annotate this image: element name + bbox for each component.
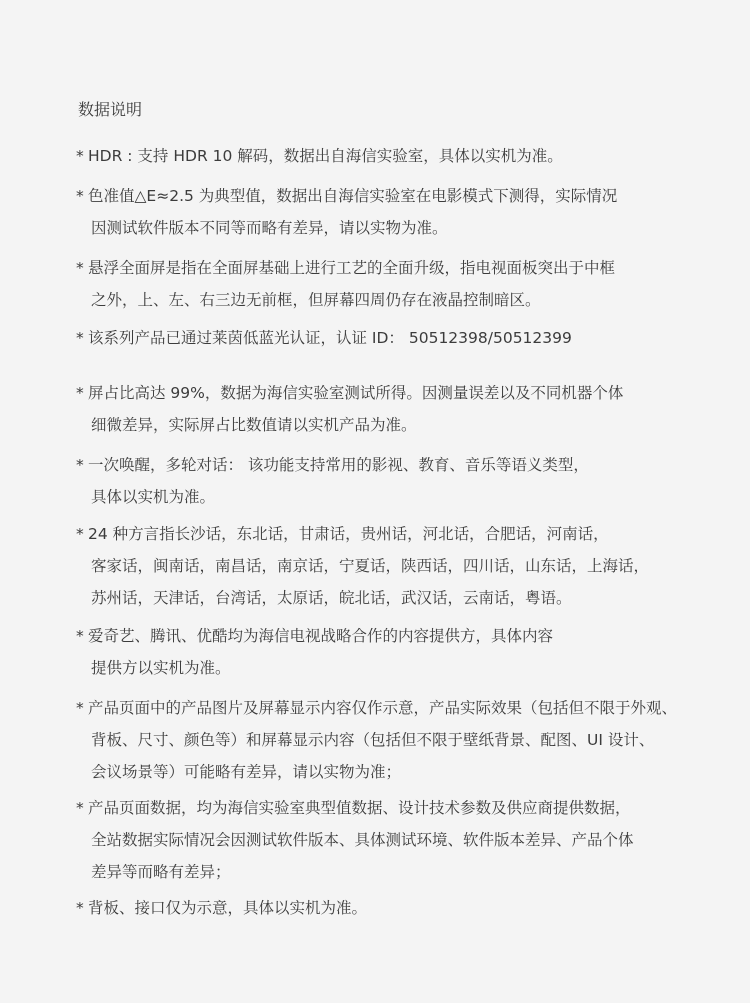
note-text: 因测试软件版本不同等而略有差异，请以实物为准。 [91,219,448,237]
note-line [76,724,736,756]
note-line [76,212,736,244]
note-text: 具体以实机为准。 [91,488,216,506]
note-line [76,892,736,924]
note-line [76,377,736,409]
note-item [76,792,736,888]
note-line [76,322,736,354]
note-item [76,692,736,788]
bullet-asterisk: * [76,899,84,917]
note-item [76,322,736,354]
note-text: 爱奇艺、腾讯、优酷均为海信电视战略合作的内容提供方，具体内容 [88,627,554,645]
note-line [76,284,736,316]
note-line [76,140,736,172]
note-text: 苏州话，天津话，台湾话，太原话，皖北话，武汉话，云南话，粤语。 [91,589,572,607]
note-item [76,892,736,924]
note-item [76,449,736,513]
note-line [76,550,736,582]
note-line [76,692,736,724]
note-item [76,252,736,316]
note-line [76,252,736,284]
note-line [76,180,736,212]
note-text: 客家话，闽南话，南昌话，南京话，宁夏话，陕西话，四川话，山东话，上海话， [91,557,650,575]
bullet-asterisk: * [76,187,84,205]
note-line [76,409,736,441]
note-item [76,377,736,441]
note-text: 产品页面数据，均为海信实验室典型值数据、设计技术参数及供应商提供数据， [88,799,631,817]
bullet-asterisk: * [76,329,84,347]
note-text: 屏占比高达 99%，数据为海信实验室测试所得。因测量误差以及不同机器个体 [88,384,624,402]
note-text: 该系列产品已通过莱茵低蓝光认证，认证 ID： 50512398/50512399 [88,329,572,347]
bullet-asterisk: * [76,627,84,645]
note-text: 细微差异，实际屏占比数值请以实机产品为准。 [91,416,417,434]
note-text: 产品页面中的产品图片及屏幕显示内容仅作示意，产品实际效果（包括但不限于外观、 [88,699,678,717]
note-text: 背板、接口仅为示意，具体以实机为准。 [88,899,368,917]
note-line [76,518,736,550]
note-text: 之外，上、左、右三边无前框，但屏幕四周仍存在液晶控制暗区。 [91,291,541,309]
note-line [76,582,736,614]
note-line [76,481,736,513]
note-text: HDR : 支持 HDR 10 解码，数据出自海信实验室，具体以实机为准。 [88,147,563,165]
bullet-asterisk: * [76,456,84,474]
note-line [76,756,736,788]
bullet-asterisk: * [76,147,84,165]
note-text: 24 种方言指长沙话，东北话，甘肃话，贵州话，河北话，合肥话，河南话， [88,525,609,543]
bullet-asterisk: * [76,699,84,717]
note-text: 一次唤醒，多轮对话： 该功能支持常用的影视、教育、音乐等语义类型， [88,456,589,474]
note-item [76,620,736,684]
note-text: 差异等而略有差异； [91,863,231,881]
note-item [76,180,736,244]
note-line [76,856,736,888]
note-line [76,620,736,652]
bullet-asterisk: * [76,259,84,277]
note-line [76,652,736,684]
page-title: 数据说明 [78,100,143,119]
note-text: 会议场景等）可能略有差异，请以实物为准； [91,763,402,781]
bullet-asterisk: * [76,384,84,402]
note-text: 全站数据实际情况会因测试软件版本、具体测试环境、软件版本差异、产品个体 [91,831,634,849]
bullet-asterisk: * [76,525,84,543]
note-line [76,449,736,481]
note-item [76,518,736,614]
note-text: 背板、尺寸、颜色等）和屏幕显示内容（包括但不限于壁纸背景、配图、UI 设计、 [91,731,655,749]
note-text: 色准值△E≈2.5 为典型值，数据出自海信实验室在电影模式下测得，实际情况 [88,187,618,205]
note-text: 提供方以实机为准。 [91,659,231,677]
bullet-asterisk: * [76,799,84,817]
note-item [76,140,736,172]
note-line [76,824,736,856]
note-line [76,792,736,824]
note-text: 悬浮全面屏是指在全面屏基础上进行工艺的全面升级，指电视面板突出于中框 [88,259,616,277]
